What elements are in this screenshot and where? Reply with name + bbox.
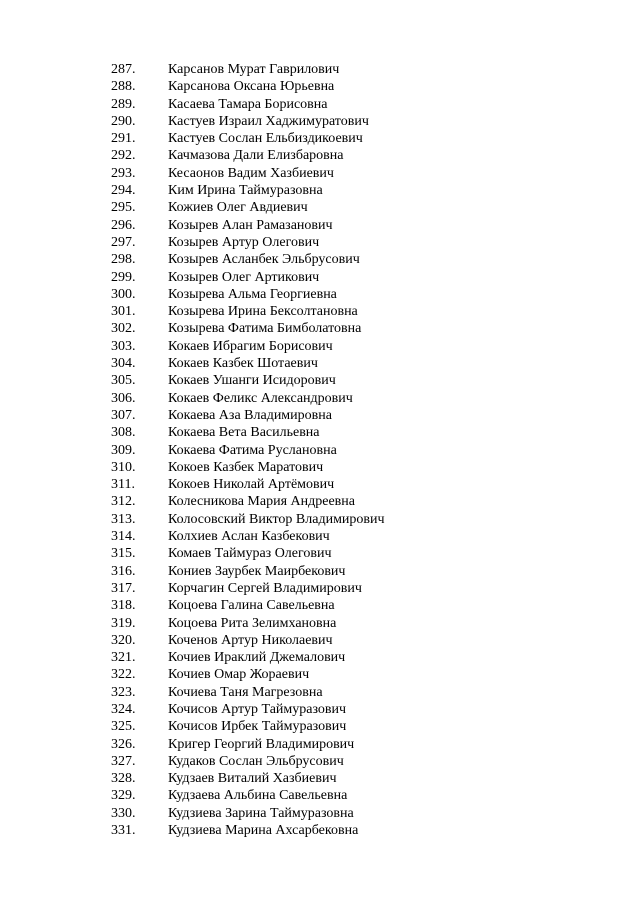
item-number: 293. <box>111 165 136 181</box>
item-number: 311. <box>111 477 135 493</box>
person-name: Кудзаева Альбина Савельевна <box>168 788 348 804</box>
list-item <box>111 805 385 822</box>
item-number: 289. <box>111 96 136 112</box>
list-item <box>111 269 385 286</box>
person-name: Корчагин Сергей Владимирович <box>168 580 362 596</box>
person-name: Коцоева Рита Зелимхановна <box>168 615 337 631</box>
person-name: Кониев Заурбек Маирбекович <box>168 563 346 579</box>
item-number: 314. <box>111 529 136 545</box>
person-name: Козырев Асланбек Эльбрусович <box>168 252 360 268</box>
list-item <box>111 493 385 510</box>
list-item <box>111 113 385 130</box>
list-item <box>111 96 385 113</box>
person-name: Кесаонов Вадим Хазбиевич <box>168 165 334 181</box>
list-item <box>111 61 385 78</box>
person-name: Кокаев Ушанги Исидорович <box>168 373 336 389</box>
list-item <box>111 286 385 303</box>
item-number: 287. <box>111 62 136 77</box>
person-name: Кочисов Ирбек Таймуразович <box>168 719 347 735</box>
person-name: Козырева Фатима Бимболатовна <box>168 321 362 337</box>
person-name: Кокаева Фатима Руслановна <box>168 442 337 458</box>
item-number: 328. <box>111 771 136 787</box>
item-number: 307. <box>111 407 136 423</box>
item-number: 299. <box>111 269 136 285</box>
item-number: 301. <box>111 304 136 320</box>
person-name: Кастуев Израил Хаджимуратович <box>168 113 369 129</box>
item-number: 322. <box>111 667 136 683</box>
person-name: Кудзиева Зарина Таймуразовна <box>168 805 354 821</box>
numbered-name-list <box>111 61 385 839</box>
person-name: Кокаева Аза Владимировна <box>168 407 332 423</box>
item-number: 294. <box>111 183 136 199</box>
list-item <box>111 684 385 701</box>
person-name: Козырев Алан Рамазанович <box>168 217 333 233</box>
list-item <box>111 787 385 804</box>
person-name: Карсанов Мурат Гаврилович <box>168 62 340 77</box>
list-item <box>111 338 385 355</box>
item-number: 327. <box>111 753 136 769</box>
list-item <box>111 563 385 580</box>
person-name: Кокаев Казбек Шотаевич <box>168 356 318 372</box>
item-number: 317. <box>111 580 136 596</box>
person-name: Кастуев Сослан Ельбиздикоевич <box>168 131 363 147</box>
item-number: 323. <box>111 684 136 700</box>
item-number: 324. <box>111 701 136 717</box>
person-name: Козырев Артур Олегович <box>168 234 320 250</box>
item-number: 305. <box>111 373 136 389</box>
list-item <box>111 666 385 683</box>
item-number: 297. <box>111 234 136 250</box>
person-name: Кудаков Сослан Эльбрусович <box>168 753 344 769</box>
person-name: Колосовский Виктор Владимирович <box>168 511 385 527</box>
person-name: Ким Ирина Таймуразовна <box>168 183 323 199</box>
item-number: 298. <box>111 252 136 268</box>
item-number: 326. <box>111 736 136 752</box>
item-number: 330. <box>111 805 136 821</box>
item-number: 316. <box>111 563 136 579</box>
person-name: Кокаева Вета Васильевна <box>168 425 320 441</box>
list-item <box>111 701 385 718</box>
list-item <box>111 182 385 199</box>
list-item <box>111 770 385 787</box>
item-number: 306. <box>111 390 136 406</box>
person-name: Кочиев Омар Жораевич <box>168 667 310 683</box>
list-item <box>111 390 385 407</box>
person-name: Кокоев Казбек Маратович <box>168 459 324 475</box>
person-name: Кудзаев Виталий Хазбиевич <box>168 771 337 787</box>
list-item <box>111 442 385 459</box>
list-item <box>111 303 385 320</box>
list-item <box>111 217 385 234</box>
item-number: 291. <box>111 131 136 147</box>
item-number: 321. <box>111 650 136 666</box>
person-name: Козырев Олег Артикович <box>168 269 320 285</box>
list-item <box>111 130 385 147</box>
person-name: Козырева Ирина Бексолтановна <box>168 304 358 320</box>
person-name: Колхиев Аслан Казбекович <box>168 529 330 545</box>
list-item <box>111 251 385 268</box>
person-name: Колесникова Мария Андреевна <box>168 494 355 510</box>
item-number: 309. <box>111 442 136 458</box>
list-item <box>111 199 385 216</box>
person-name: Кочисов Артур Таймуразович <box>168 701 347 717</box>
person-name: Кочиева Таня Магрезовна <box>168 684 323 700</box>
list-item <box>111 545 385 562</box>
item-number: 300. <box>111 286 136 302</box>
item-number: 304. <box>111 356 136 372</box>
person-name: Кригер Георгий Владимирович <box>168 736 355 752</box>
item-number: 331. <box>111 823 136 839</box>
list-item <box>111 736 385 753</box>
list-item <box>111 355 385 372</box>
list-item <box>111 147 385 164</box>
person-name: Коченов Артур Николаевич <box>168 632 333 648</box>
list-item <box>111 476 385 493</box>
person-name: Касаева Тамара Борисовна <box>168 96 328 112</box>
item-number: 308. <box>111 425 136 441</box>
list-item <box>111 597 385 614</box>
person-name: Карсанова Оксана Юрьевна <box>168 79 335 95</box>
person-name: Кокоев Николай Артёмович <box>168 477 335 493</box>
list-item <box>111 511 385 528</box>
list-item <box>111 632 385 649</box>
person-name: Комаев Таймураз Олегович <box>168 546 332 562</box>
person-name: Козырева Альма Георгиевна <box>168 286 337 302</box>
item-number: 329. <box>111 788 136 804</box>
person-name: Качмазова Дали Елизбаровна <box>168 148 344 164</box>
person-name: Кокаев Феликс Александрович <box>168 390 353 406</box>
person-name: Кочиев Ираклий Джемалович <box>168 650 346 666</box>
item-number: 315. <box>111 546 136 562</box>
list-item <box>111 580 385 597</box>
item-number: 312. <box>111 494 136 510</box>
list-item <box>111 528 385 545</box>
item-number: 325. <box>111 719 136 735</box>
item-number: 288. <box>111 79 136 95</box>
item-number: 290. <box>111 113 136 129</box>
item-number: 318. <box>111 598 136 614</box>
item-number: 320. <box>111 632 136 648</box>
person-name: Кокаев Ибрагим Борисович <box>168 338 333 354</box>
person-name: Кудзиева Марина Ахсарбековна <box>168 823 359 839</box>
person-name: Коцоева Галина Савельевна <box>168 598 335 614</box>
list-item <box>111 718 385 735</box>
item-number: 303. <box>111 338 136 354</box>
list-item <box>111 615 385 632</box>
list-item <box>111 320 385 337</box>
list-item <box>111 753 385 770</box>
person-name: Кожиев Олег Авдиевич <box>168 200 308 216</box>
list-item <box>111 424 385 441</box>
item-number: 319. <box>111 615 136 631</box>
list-item <box>111 649 385 666</box>
item-number: 292. <box>111 148 136 164</box>
list-item <box>111 407 385 424</box>
item-number: 310. <box>111 459 136 475</box>
list-item <box>111 234 385 251</box>
item-number: 295. <box>111 200 136 216</box>
list-item <box>111 822 385 839</box>
list-item <box>111 459 385 476</box>
list-item <box>111 372 385 389</box>
list-item <box>111 165 385 182</box>
item-number: 296. <box>111 217 136 233</box>
list-item <box>111 78 385 95</box>
item-number: 313. <box>111 511 136 527</box>
item-number: 302. <box>111 321 136 337</box>
